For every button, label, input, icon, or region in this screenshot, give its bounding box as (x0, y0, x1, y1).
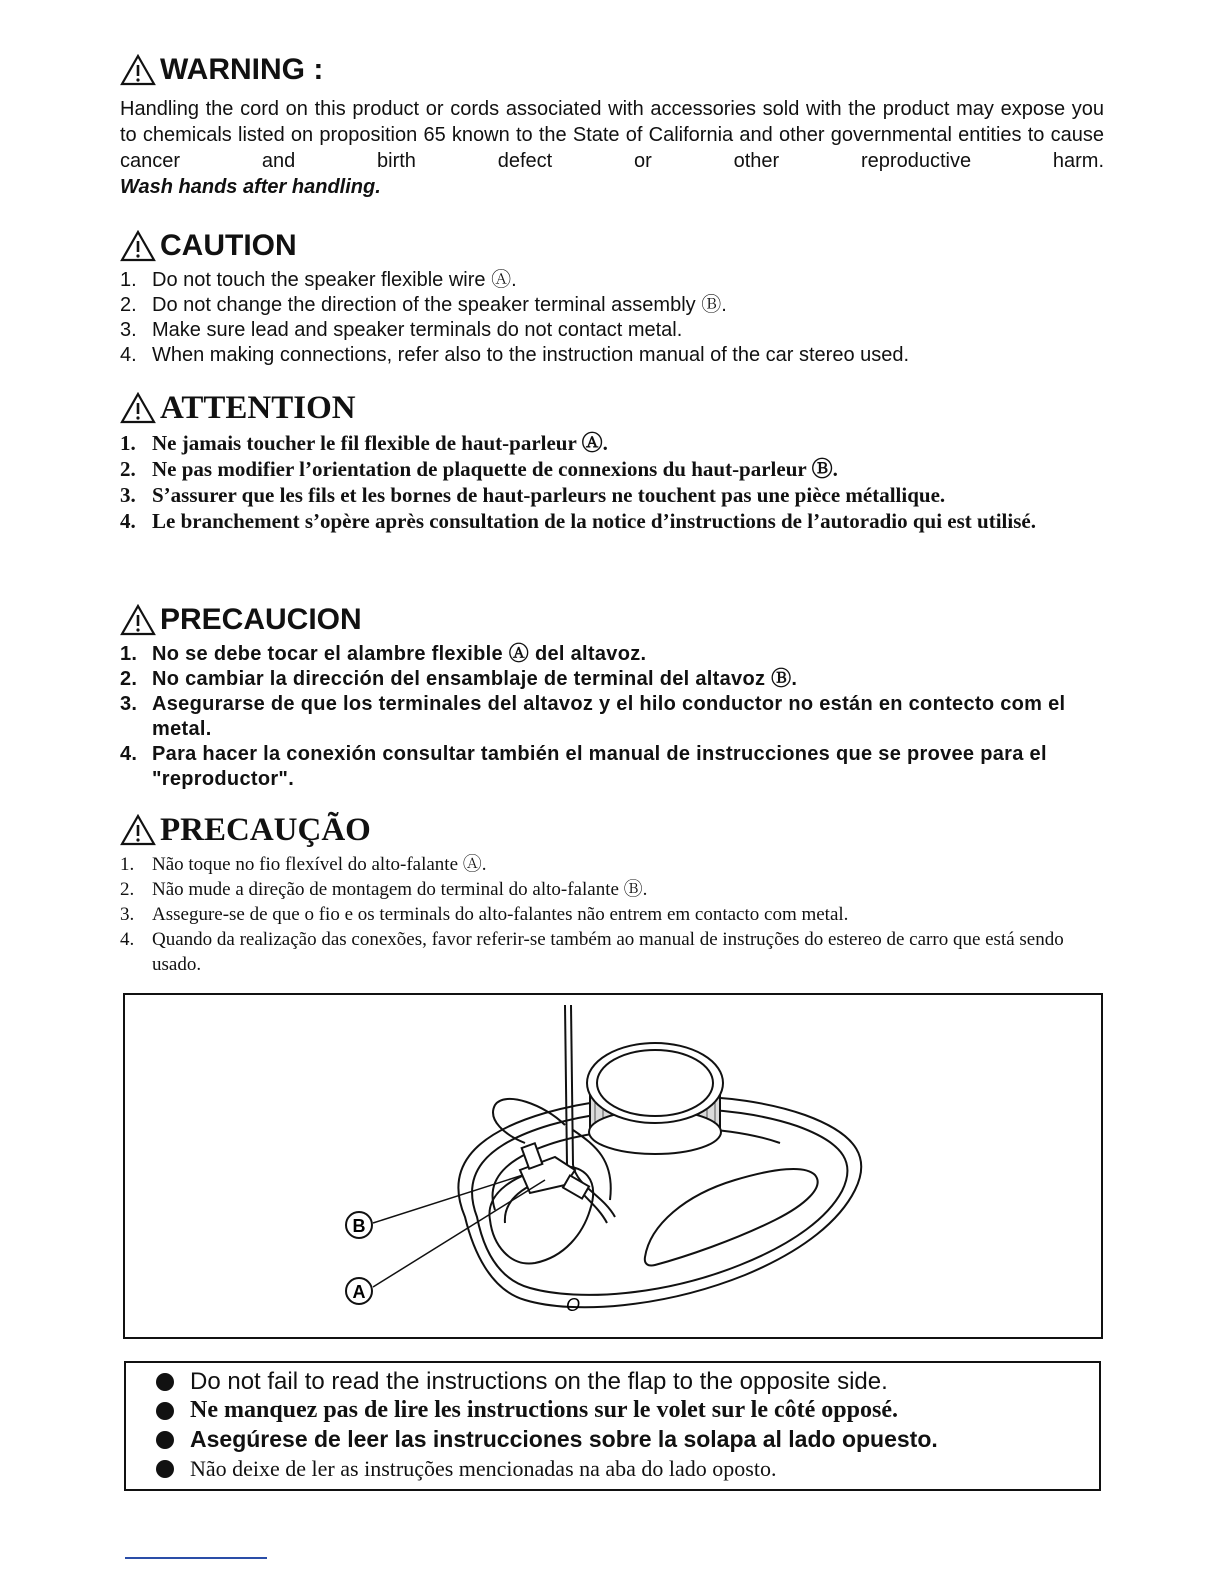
list-item: 2. Ne pas modifier l’orientation de plaquette de connexions du haut-parleur Ⓑ. (120, 457, 838, 481)
list-item: 1. No se debe tocar el alambre flexible Ⓐ del altavoz. (120, 643, 647, 665)
notice-line-es: Asegúrese de leer las instrucciones sobre la solapa al lado opuesto. (156, 1425, 1099, 1454)
attention-title: ATTENTION (160, 390, 356, 426)
label-a-callout (346, 1278, 372, 1304)
attention-heading (120, 390, 1104, 426)
precaucion-section (120, 602, 1104, 792)
list-item: 3. Assegure-se de que o fio e os terminals do alto-falantes não entrem em contacto com metal. (120, 904, 849, 925)
precaucion-heading (120, 602, 1104, 638)
attention-list (120, 430, 1104, 534)
frame-hole-label: O (565, 1295, 581, 1315)
label-a: A (352, 1282, 366, 1302)
list-item: 3. Make sure lead and speaker terminals do not contact metal. (120, 319, 683, 341)
warning-triangle-icon (120, 392, 156, 424)
bullet-dot-icon (156, 1402, 174, 1420)
attention-section (120, 390, 1104, 534)
speaker-diagram-box (123, 993, 1103, 1339)
list-item: 2. Do not change the direction of the speaker terminal assembly Ⓑ. (120, 294, 727, 316)
list-item: 4. Para hacer la conexión consultar también el manual de instrucciones que se provee para el "reproductor". (120, 743, 1047, 790)
bullet-dot-icon (156, 1431, 174, 1449)
label-b: B (352, 1216, 366, 1236)
list-item: 1. Não toque no fio flexível do alto-falante Ⓐ. (120, 854, 487, 875)
warning-triangle-icon (120, 814, 156, 846)
caution-title: CAUTION (160, 229, 297, 262)
bullet-dot-icon (156, 1460, 174, 1478)
list-item: 4. Le branchement s’opère après consultation de la notice d’instructions de l’autoradio qui est utilisé. (120, 509, 1036, 533)
notice-line-en: Do not fail to read the instructions on the flap to the opposite side. (156, 1367, 1099, 1396)
precaucao-title: PRECAUÇÃO (160, 812, 371, 848)
warning-triangle-icon (120, 230, 156, 262)
precaucao-list (120, 852, 1104, 977)
list-item: 3. Asegurarse de que los terminales del altavoz y el hilo conductor no están en contecto com el metal. (120, 693, 1066, 740)
caution-section (120, 228, 1104, 368)
notice-line-fr: Ne manquez pas de lire les instructions sur le volet sur le côté opposé. (156, 1396, 1099, 1425)
warning-triangle-icon (120, 54, 156, 86)
footer-rule (125, 1557, 267, 1559)
speaker-illustration (125, 995, 1101, 1337)
notice-box (124, 1361, 1101, 1491)
precaucao-heading (120, 812, 1104, 848)
caution-list (120, 268, 1104, 368)
caution-heading (120, 228, 1104, 264)
precaucion-title: PRECAUCION (160, 603, 362, 636)
speaker-magnet (587, 1043, 723, 1154)
list-item: 2. No cambiar la dirección del ensamblaje de terminal del altavoz Ⓑ. (120, 668, 798, 690)
list-item: 1. Do not touch the speaker flexible wire Ⓐ. (120, 269, 517, 291)
precaucion-list (120, 642, 1104, 792)
warning-heading (120, 52, 1104, 88)
warning-title: WARNING : (160, 53, 324, 86)
precaucao-section (120, 812, 1104, 977)
warning-triangle-icon (120, 604, 156, 636)
list-item: 4. Quando da realização das conexões, favor referir-se também ao manual de instruções do estereo de carro que está sendo usado. (120, 929, 1064, 975)
bullet-dot-icon (156, 1373, 174, 1391)
list-item: 3. S’assurer que les fils et les bornes de haut-parleurs ne touchent pas une pièce métallique. (120, 483, 946, 507)
terminal-assembly (520, 1143, 589, 1198)
warning-body: Handling the cord on this product or cords associated with accessories sold with the product may expose you to chemicals listed on proposition 65 known to the State of California and other governmental entities to cause cancer and birth defect or other reproductive harm. (120, 98, 1104, 172)
notice-line-pt: Não deixe de ler as instruções mencionadas na aba do lado oposto. (156, 1454, 1099, 1483)
list-item: 1. Ne jamais toucher le fil flexible de haut-parleur Ⓐ. (120, 431, 608, 455)
label-b-callout (346, 1212, 372, 1238)
list-item: 2. Não mude a direção de montagem do terminal do alto-falante Ⓑ. (120, 879, 648, 900)
warning-emphasis: Wash hands after handling. (120, 176, 381, 198)
warning-section (120, 52, 1104, 200)
list-item: 4. When making connections, refer also to the instruction manual of the car stereo used. (120, 344, 910, 366)
